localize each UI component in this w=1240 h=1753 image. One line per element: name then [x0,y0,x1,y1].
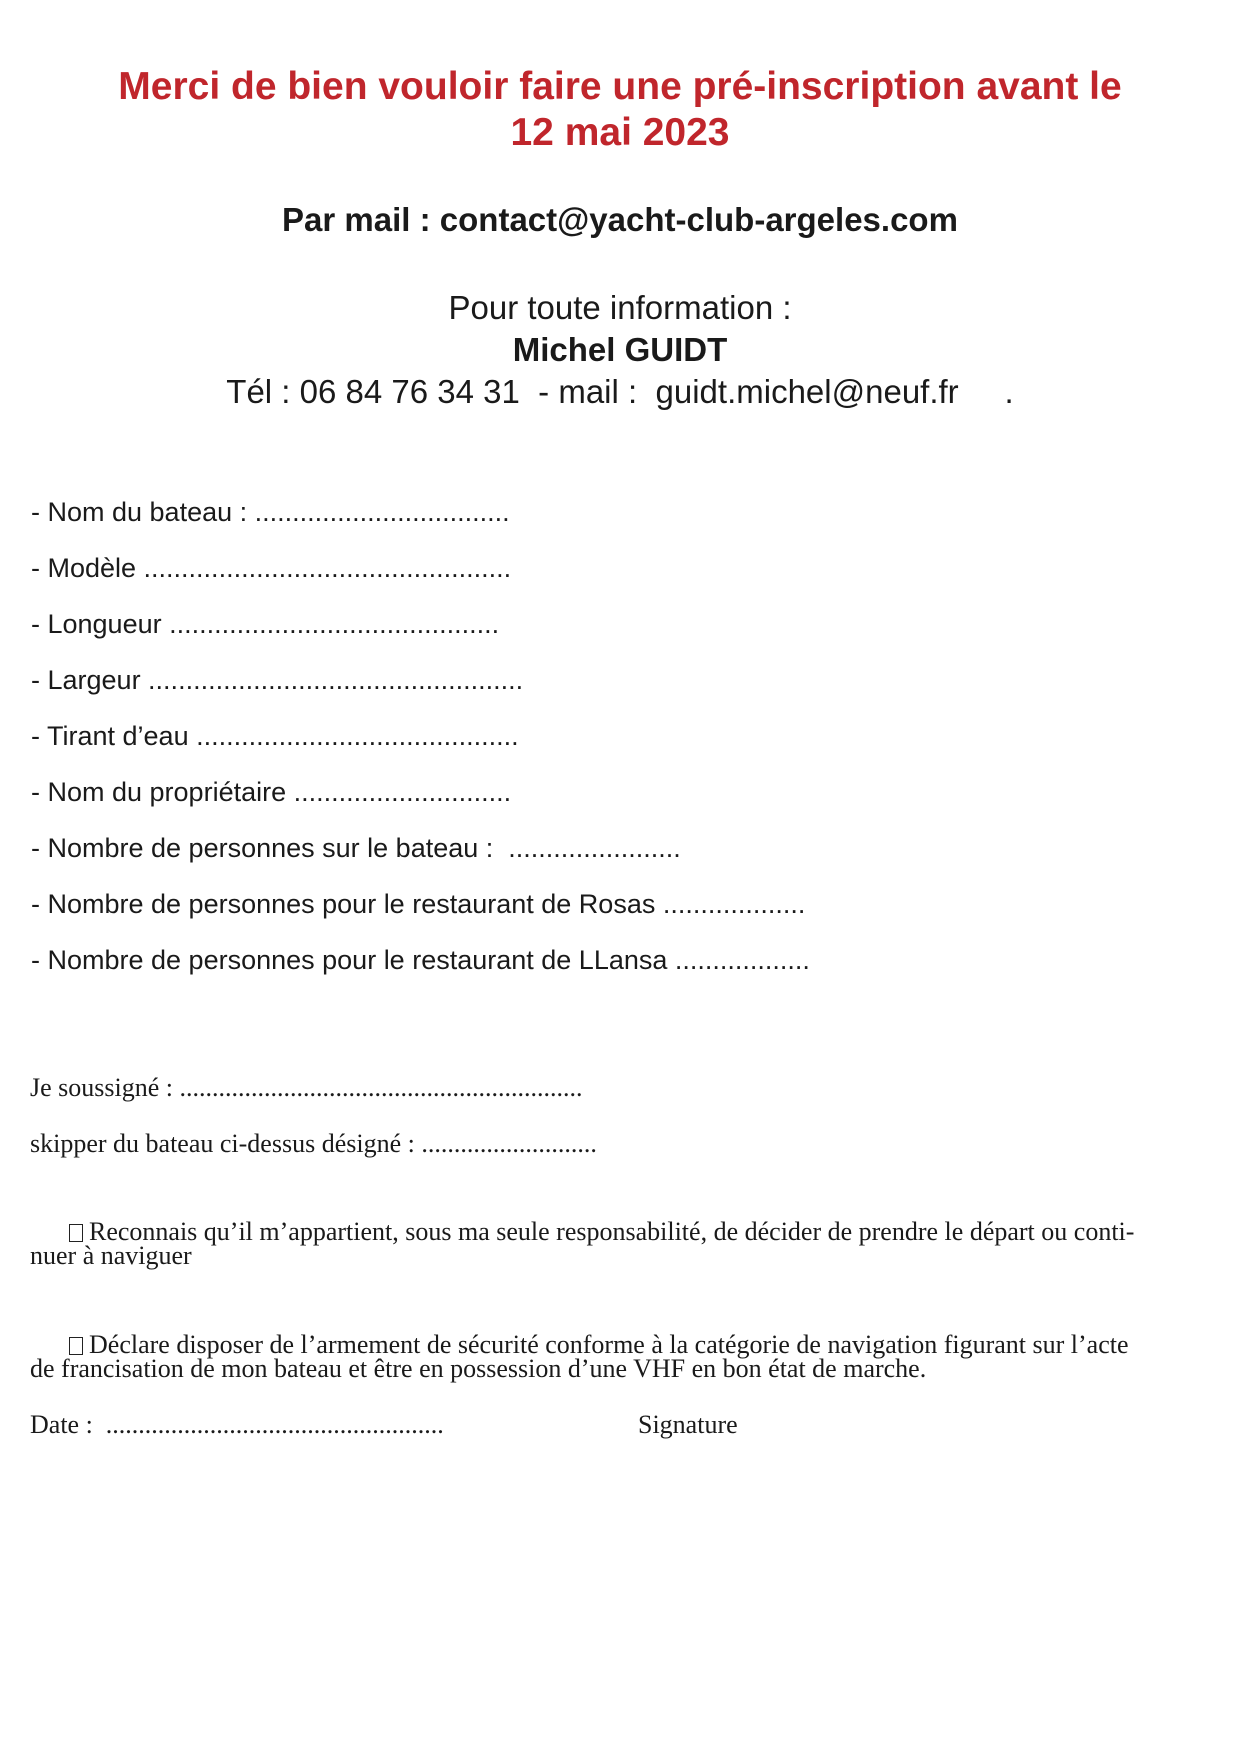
declaration-item-2-cont [30,1353,1220,1385]
date-field[interactable]: Date : .................................................... [30,1410,444,1439]
item-1-text-line-1: Reconnais qu’il m’appartient, sous ma seule responsabilité, de décider de prendre le départ ou conti- [89,1217,1135,1246]
field-model[interactable]: - Modèle ................................................. [31,553,512,583]
item-1-text-line-2: nuer à naviguer [30,1241,192,1270]
declaration-skipper [30,1128,1220,1160]
signature-label: Signature [638,1410,738,1439]
contact-name: Michel GUIDT [512,331,728,368]
soussigne-line[interactable]: Je soussigné : .............................................................. [30,1073,583,1102]
title-line-2: 12 mai 2023 [510,111,730,154]
declaration-soussigne [30,1072,1220,1104]
boat-fields-list [31,496,1131,1000]
info-heading: Pour toute information : [448,289,792,326]
field-width[interactable]: - Largeur .................................................. [31,665,524,695]
declaration-item-1-cont [30,1240,1220,1272]
registration-email-line: Par mail : contact@yacht-club-argeles.com [282,201,958,238]
contact-phone-email: Tél : 06 84 76 34 31 - mail : guidt.michel@neuf.fr . [226,373,1014,410]
field-boat-name[interactable]: - Nom du bateau : .................................. [31,497,510,527]
field-draft[interactable]: - Tirant d’eau ........................................... [31,721,519,751]
field-people-llansa-restaurant[interactable]: - Nombre de personnes pour le restaurant de LLansa .................. [31,945,810,975]
item-2-text-line-2: de francisation de mon bateau et être en possession d’une VHF en bon état de marche. [30,1354,927,1383]
item-2-text-line-1: Déclare disposer de l’armement de sécurité conforme à la catégorie de navigation figurant sur l’acte [89,1330,1129,1359]
date-row [30,1409,1220,1441]
skipper-line[interactable]: skipper du bateau ci-dessus désigné : ........................... [30,1129,597,1158]
field-people-on-boat[interactable]: - Nombre de personnes sur le bateau : ....................... [31,833,681,863]
page-title [40,64,1200,156]
title-line-1: Merci de bien vouloir faire une pré-inscription avant le [118,65,1122,108]
field-owner-name[interactable]: - Nom du propriétaire ............................. [31,777,512,807]
field-length[interactable]: - Longueur ............................................ [31,609,500,639]
field-people-rosas-restaurant[interactable]: - Nombre de personnes pour le restaurant de Rosas ................... [31,889,806,919]
